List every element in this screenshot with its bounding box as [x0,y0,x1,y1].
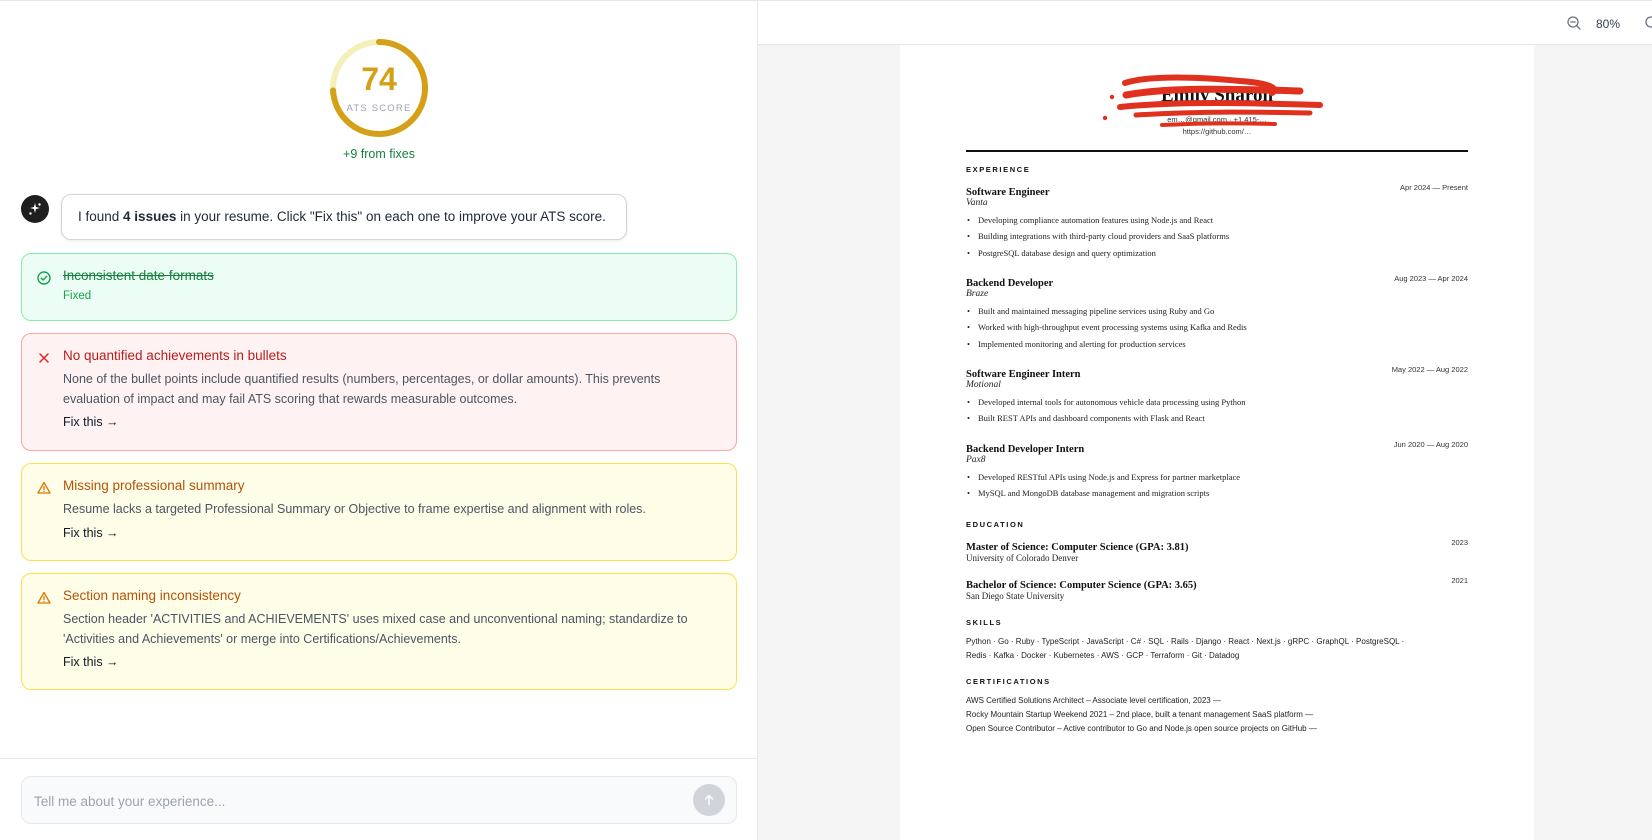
job-dates: Jun 2020 — Aug 2020 [1393,440,1468,449]
job-title: Backend Developer Intern [966,444,1085,455]
education-entry [966,537,1468,563]
assistant-message-pre: I found [78,209,124,224]
issue-description: Section header 'ACTIVITIES and ACHIEVEMENTS' uses mixed case and unconventional naming; standardize to 'Activities and Achievements' or merge into Certifications/Achievements. [63,612,688,646]
issue-title: Inconsistent date formats [63,268,214,283]
warning-triangle-icon [37,481,51,495]
fix-this-button[interactable]: Fix this → [63,415,119,429]
job-bullet: • Built and maintained messaging pipeline services using Ruby and Go [966,303,1468,319]
zoom-in-icon[interactable] [1644,15,1652,31]
issue-card-date-formats [21,253,737,321]
assistant-message-post: in your resume. Click "Fix this" on each one to improve your ATS score. [176,209,606,224]
degree: Bachelor of Science: Computer Science (GPA: 3.65) [966,580,1197,591]
job-dates: Apr 2024 — Present [1400,183,1468,192]
header-divider [966,150,1468,152]
resume-name: Emily Sharon [1160,85,1274,106]
ats-score-value: 74 [361,61,397,97]
certification-item: AWS Certified Solutions Architect – Associate level certification, 2023 — [966,696,1221,705]
experience-entry [966,439,1468,502]
issue-title: Missing professional summary [63,478,245,493]
skills-list [966,635,1468,663]
job-bullet: • Developed internal tools for autonomous vehicle data processing using Python [966,394,1468,410]
issue-description: Resume lacks a targeted Professional Summary or Objective to frame expertise and alignment with roles. [63,502,646,516]
issue-card-section-naming [21,573,737,690]
assistant-message [61,194,627,240]
section-heading-certifications: CERTIFICATIONS [966,677,1051,686]
job-bullet: • Built REST APIs and dashboard components with Flask and React [966,410,1468,426]
experience-entry [966,182,1468,261]
skills-line: Redis · Kafka · Docker · Kubernetes · AWS · GCP · Terraform · Git · Datadog [966,651,1240,660]
ats-score-label: ATS SCORE [346,103,412,114]
job-title: Software Engineer [966,187,1050,198]
section-heading-experience: EXPERIENCE [966,165,1031,174]
job-bullet: • Developing compliance automation features using Node.js and React [966,212,1468,228]
chat-input-box [21,776,737,824]
job-dates: Aug 2023 — Apr 2024 [1394,274,1468,283]
job-bullet: • Implemented monitoring and alerting for production services [966,336,1468,352]
resume-contact: em…@gmail.com · +1 415-… [1167,115,1267,124]
send-button[interactable] [693,784,725,816]
issue-title: Section naming inconsistency [63,588,241,603]
check-circle-icon [37,271,51,285]
company-name: Braze [966,289,989,299]
score-delta: +9 from fixes [343,147,415,161]
resume-page [900,45,1534,840]
issue-title: No quantified achievements in bullets [63,348,287,363]
company-name: Vanta [966,198,988,208]
viewer-toolbar [758,1,1652,45]
issue-description: None of the bullet points include quantified results (numbers, percentages, or dollar amounts). This prevents evaluation of impact and may fail ATS scoring that rewards measurable outcomes. [63,372,661,406]
job-title: Backend Developer [966,278,1054,289]
assistant-avatar [21,195,49,223]
job-bullet: • Building integrations with third-party cloud providers and SaaS platforms [966,228,1468,244]
fix-this-button[interactable]: Fix this → [63,525,119,540]
chat-panel [0,0,758,840]
job-bullet: • Developed RESTful APIs using Node.js and Express for partner marketplace [966,469,1468,485]
company-name: Pax8 [966,455,986,465]
experience-entry [966,364,1468,427]
skills-line: Python · Go · Ruby · TypeScript · JavaScript · C# · SQL · Rails · Django · React · Next.js · gRPC · GraphQL · PostgreSQL · [966,637,1405,646]
degree: Master of Science: Computer Science (GPA: 3.81) [966,542,1189,553]
zoom-level: 80% [1596,17,1621,31]
company-name: Motional [966,380,1001,390]
chat-composer [0,758,758,840]
sparkle-icon [28,202,42,216]
section-heading-education: EDUCATION [966,520,1025,529]
certifications-list [966,694,1468,736]
school-name: San Diego State University [966,591,1065,601]
ats-score-gauge [328,37,430,139]
certification-item: Open Source Contributor – Active contributor to Go and Node.js open source projects on GitHub — [966,724,1317,733]
issue-card-quantified-achievements [21,333,737,451]
job-bullet: • PostgreSQL database design and query optimization [966,245,1468,261]
assistant-message-count: 4 issues [123,209,177,224]
school-name: University of Colorado Denver [966,553,1079,563]
issue-card-professional-summary [21,463,737,561]
resume-github-link: https://github.com/… [1182,127,1252,136]
zoom-out-icon[interactable] [1566,15,1582,31]
job-dates: May 2022 — Aug 2022 [1391,365,1468,374]
job-bullet: • Worked with high-throughput event processing systems using Kafka and Redis [966,319,1468,335]
chat-input[interactable] [34,791,674,811]
experience-entry [966,273,1468,352]
job-title: Software Engineer Intern [966,369,1081,380]
fix-this-button[interactable]: Fix this → [63,655,119,669]
warning-triangle-icon [37,591,51,605]
job-bullet: • MySQL and MongoDB database management and migration scripts [966,485,1468,501]
arrow-up-icon [703,794,715,806]
graduation-year: 2023 [1451,538,1468,547]
certification-item: Rocky Mountain Startup Weekend 2021 – 2nd place, built a tenant management SaaS platform — [966,710,1314,719]
graduation-year: 2021 [1451,576,1468,585]
resume-viewer [758,0,1652,840]
section-heading-skills: SKILLS [966,618,1003,627]
issue-status-fixed: Fixed [63,290,92,302]
x-icon [37,351,51,365]
education-entry [966,575,1468,601]
